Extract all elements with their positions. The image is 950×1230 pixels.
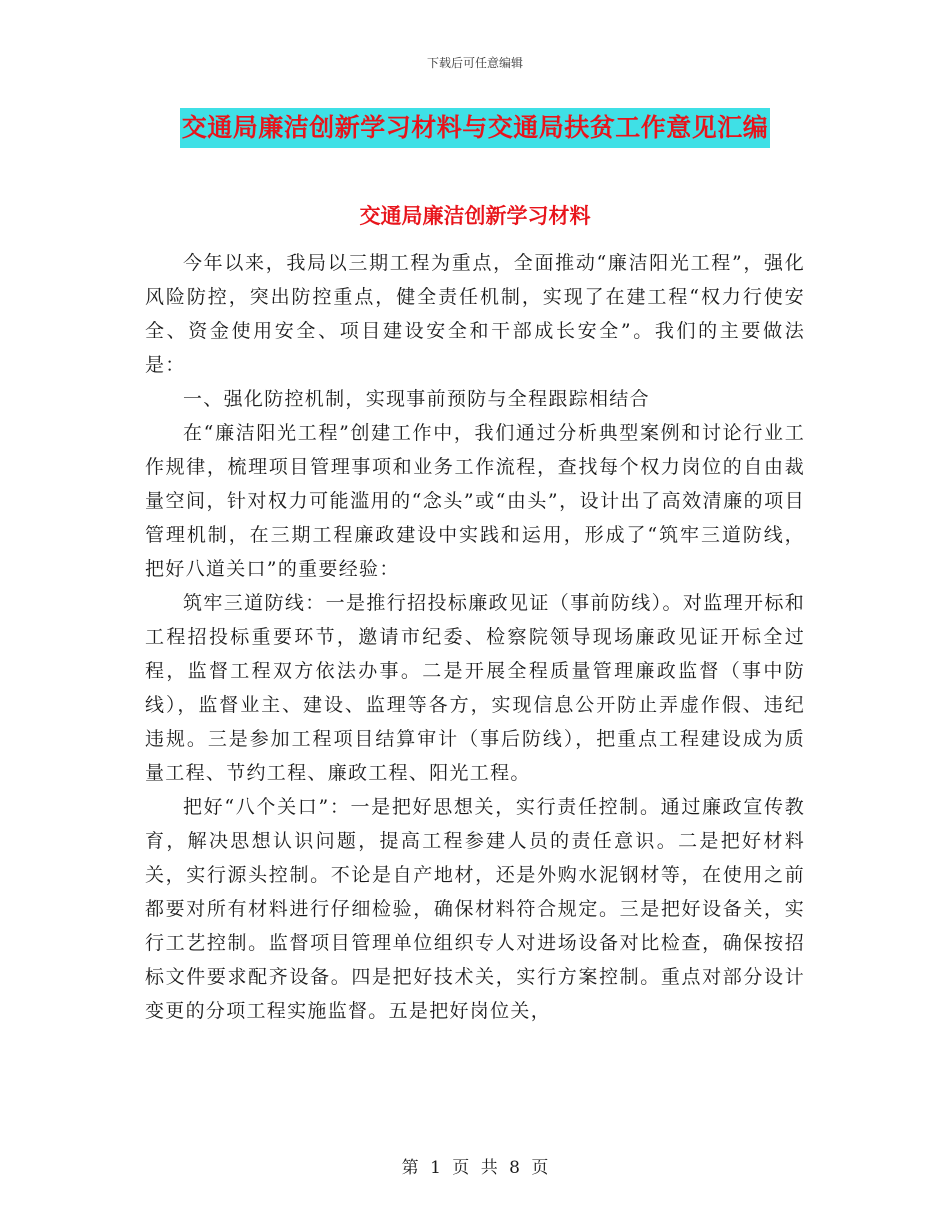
page-footer-number: 第 1 页 共 8 页 bbox=[401, 1158, 549, 1178]
paragraph-eight-checkpoints: 把好“八个关口”：一是把好思想关，实行责任控制。通过廉政宣传教育，解决思想认识问题，提高工程参建人员的责任意识。二是把好材料关，实行源头控制。不论是自产地材，还是外购水泥钢材等，在使用之前都要对所有材料进行仔细检验，确保材料符合规定。三是把好设备关，实行工艺控制。监督项目管理单位组织专人对进场设备对比检查，确保按招标文件要求配齐设备。四是把好技术关，实行方案控制。重点对部分设计变更的分项工程实施监督。五是把好岗位关， bbox=[145, 796, 805, 1022]
page-header-note: 下载后可任意编辑 bbox=[426, 56, 523, 70]
paragraph-heading-1: 一、强化防控机制，实现事前预防与全程跟踪相结合 bbox=[183, 388, 650, 410]
document-title: 交通局廉洁创新学习材料与交通局扶贫工作意见汇编 bbox=[180, 108, 771, 148]
section-title: 交通局廉洁创新学习材料 bbox=[359, 204, 591, 228]
paragraph-intro: 今年以来，我局以三期工程为重点，全面推动“廉洁阳光工程”，强化风险防控，突出防控重点，健全责任机制，实现了在建工程“权力行使安全、资金使用安全、项目建设安全和干部成长安全”。我们的主要做法是： bbox=[145, 252, 805, 376]
paragraph-three-defenses: 筑牢三道防线：一是推行招投标廉政见证（事前防线）。对监理开标和工程招投标重要环节，邀请市纪委、检察院领导现场廉政见证开标全过程，监督工程双方依法办事。二是开展全程质量管理廉政监督（事中防线），监督业主、建设、监理等各方，实现信息公开防止弄虚作假、违纪违规。三是参加工程项目结算审计（事后防线），把重点工程建设成为质量工程、节约工程、廉政工程、阳光工程。 bbox=[145, 592, 805, 784]
document-title-container bbox=[0, 108, 950, 148]
paragraph-mechanism: 在“廉洁阳光工程”创建工作中，我们通过分析典型案例和讨论行业工作规律，梳理项目管理事项和业务工作流程，查找每个权力岗位的自由裁量空间，针对权力可能滥用的“念头”或“由头”，设计出了高效清廉的项目管理机制，在三期工程廉政建设中实践和运用，形成了“筑牢三道防线，把好八道关口”的重要经验： bbox=[145, 422, 805, 580]
document-body bbox=[145, 246, 805, 1028]
